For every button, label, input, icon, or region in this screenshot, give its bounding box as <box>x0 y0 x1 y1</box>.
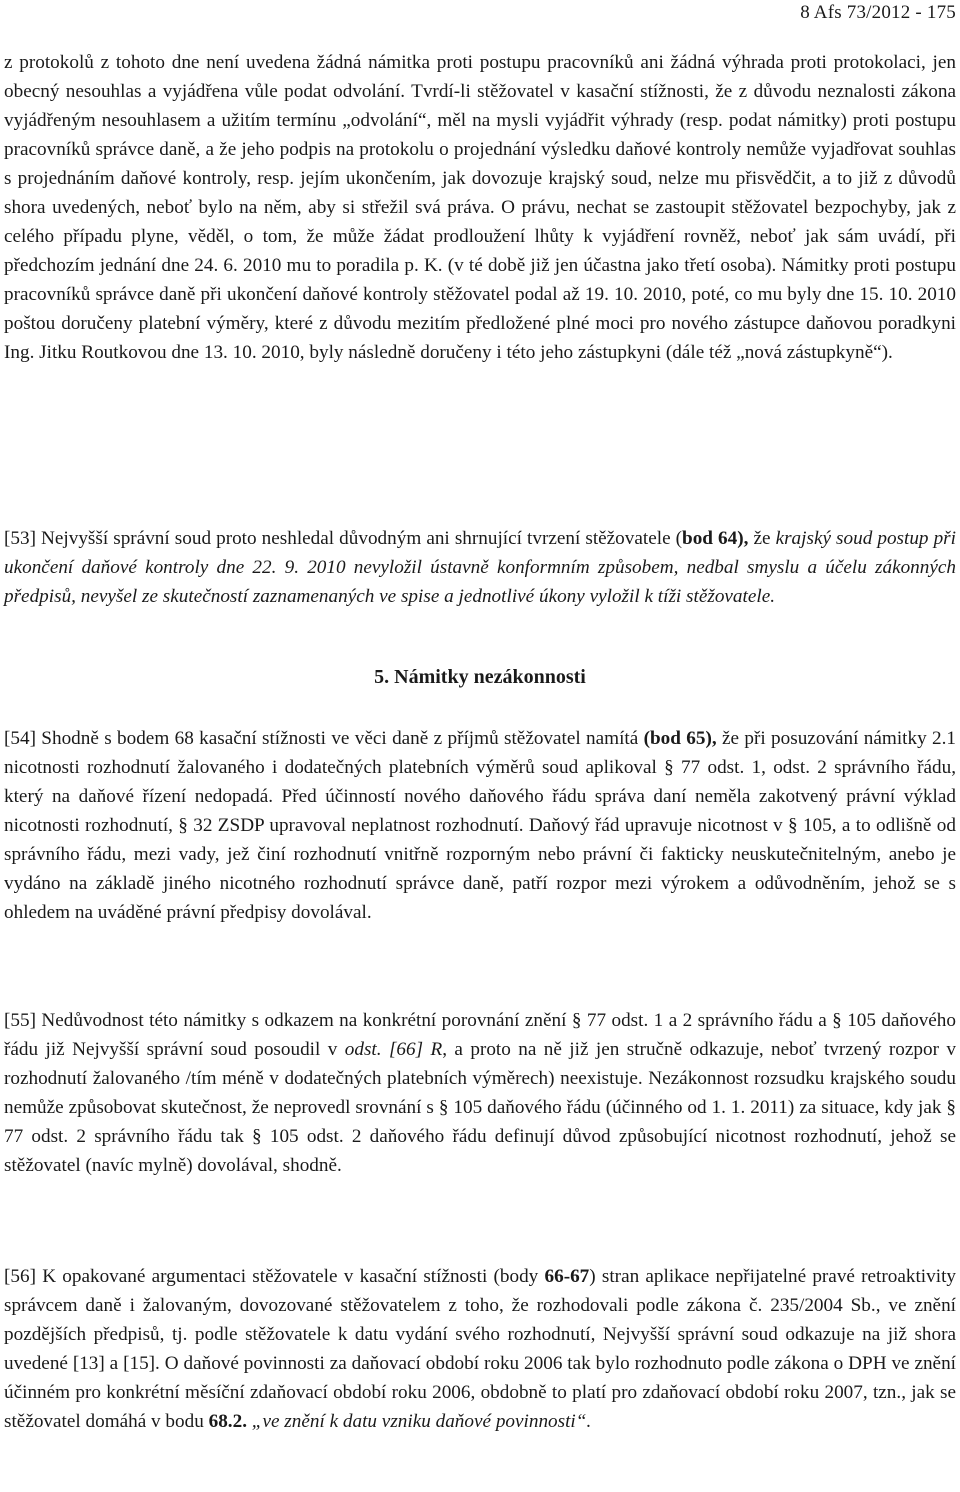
case-reference: 8 Afs 73/2012 - 175 <box>800 2 956 23</box>
paragraph-54 <box>4 724 956 927</box>
section-heading: 5. Námitky nezákonnosti <box>374 666 586 688</box>
paragraph-text: [56] K opakované argumentaci stěžovatele v kasační stížnosti (body 66-67) stran aplikace nepřijatelné pravé retroaktivity správcem daně i žalovaným, dovozované stěžovatelem z toho, že rozhodovali podle zákona č. 235/2004 Sb., ve znění pozdějších předpisů, tj. podle stěžovatele k datu vydání svého rozhodnutí, Nejvyšší správní soud odkazuje na již shora uvedené [13] a [15]. O daňové povinnosti za daňovací období roku 2006 tak bylo rozhodnuto podle zákona o DPH ve znění účinném pro konkrétní měsíční zdaňovací období roku 2006, obdobně to platí pro zdaňovací období roku 2007, tzn., jak se stěžovatel domáhá v bodu 68.2. „ve znění k datu vzniku daňové povinnosti“. <box>4 1266 956 1432</box>
paragraph-53 <box>4 524 956 611</box>
paragraph-56 <box>4 1262 956 1436</box>
paragraph-text: [54] Shodně s bodem 68 kasační stížnosti ve věci daně z příjmů stěžovatel namítá (bod 65), že při posuzování námitky 2.1 nicotnosti rozhodnutí žalovaného i dodatečných platebních výměrů soud aplikoval § 77 odst. 1, odst. 2 správního řádu, který na daňové řízení nedopadá. Před účinností nového daňového řádu správa daní neměla zakotvený právní výklad nicotnosti rozhodnutí, § 32 ZSDP upravoval neplatnost rozhodnutí. Daňový řád upravuje nicotnost v § 105, a to odlišně od správního řádu, mezi vady, jež činí rozhodnutí vnitřně rozporným nebo právní či fakticky neuskutečnitelným, anebo je vydáno na základě jiného nicotného rozhodnutí správce daně, patří rozpor mezi výrokem a odůvodněním, jehož se s ohledem na uváděné právní předpisy dovolával. <box>4 728 957 923</box>
paragraph-intro <box>4 48 956 367</box>
paragraph-text: z protokolů z tohoto dne není uvedena žádná námitka proti postupu pracovníků ani žádná výhrada proti protokolaci, jen obecný nesouhlas a vyjádřena vůle podat odvolání. Tvrdí-li stěžovatel v kasační stížnosti, že z důvodu neznalosti zákona vyjádřeným nesouhlasem a užitím termínu „odvolání“, měl na mysli vyjádřit výhrady (resp. podat námitky) proti postupu pracovníků správce daně, a že jeho podpis na protokolu o projednání výsledku daňové kontroly nemůže vyjadřovat souhlas s projednáním daňové kontroly, resp. jejím ukončením, jak dovozuje krajský soud, nelze mu přisvědčit, a to již z důvodů shora uvedených, neboť bylo na něm, aby si střežil svá práva. O právu, nechat se zastoupit stěžovatel bezpochyby, jak z celého případu plyne, věděl, o tom, že může žádat prodloužení lhůty k vyjádření rovněž, neboť jak sám uvádí, při předchozím jednání dne 24. 6. 2010 mu to poradila p. K. (v té době již jen účastna jako třetí osoba). Námitky proti postupu pracovníků správce daně při ukončení daňové kontroly stěžovatel podal až 19. 10. 2010, poté, co mu byly dne 15. 10. 2010 poštou doručeny platební výměry, které z důvodu mezitím předložené plné moci pro nového zástupce daňovou poradkyni Ing. Jitku Routkovou dne 13. 10. 2010, byly následně doručeny i této jeho zástupkyni (dále též „nová zástupkyně“). <box>4 52 956 363</box>
paragraph-text: [53] Nejvyšší správní soud proto neshledal důvodným ani shrnující tvrzení stěžovatele (bod 64), že krajský soud postup při ukončení daňové kontroly dne 22. 9. 2010 nevyložil ústavně konformním způsobem, nedbal smyslu a účelu zákonných předpisů, nevyšel ze skutečností zaznamenaných ve spise a jednotlivé úkony vyložil k tíži stěžovatele. <box>4 528 956 607</box>
paragraph-text: [55] Nedůvodnost této námitky s odkazem na konkrétní porovnání znění § 77 odst. 1 a 2 správního řádu a § 105 daňového řádu již Nejvyšší správní soud posoudil v odst. [66] R, a proto na ně již jen stručně odkazuje, neboť tvrzený rozpor v rozhodnutí žalovaného /tím méně v dodatečných platebních výměrech) neexistuje. Nezákonnost rozsudku krajského soudu nemůže způsobovat skutečnost, že neprovedl srovnání s § 105 daňového řádu (účinného od 1. 1. 2011) za situace, kdy jak § 77 odst. 2 správního řádu tak § 105 odst. 2 daňového řádu definují důvod způsobující nicotnost rozhodnutí, jehož se stěžovatel (navíc mylně) dovolával, shodně. <box>4 1010 956 1176</box>
paragraph-55 <box>4 1006 956 1180</box>
